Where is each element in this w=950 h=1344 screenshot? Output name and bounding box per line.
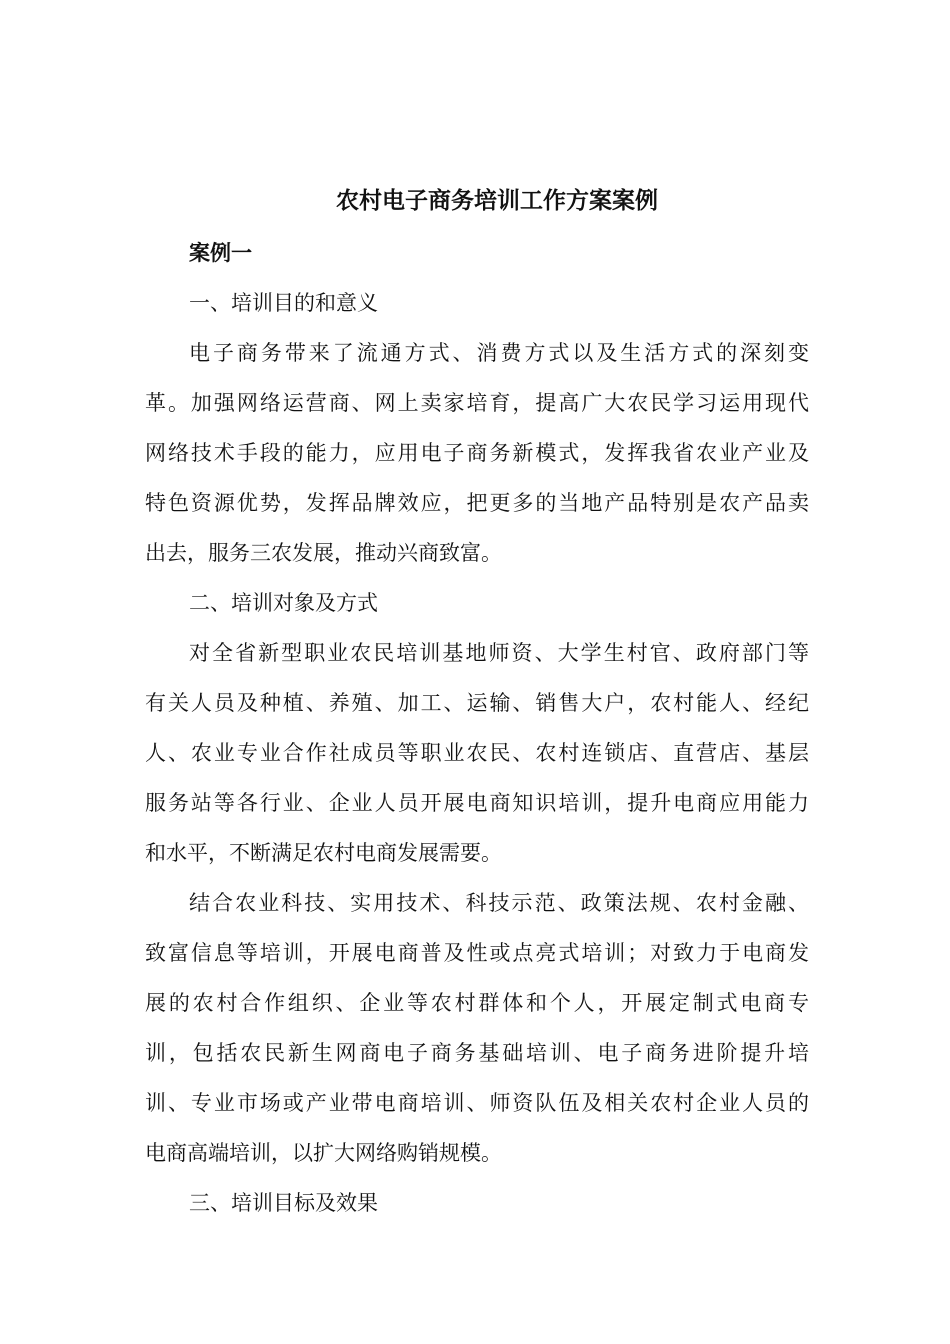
paragraph-line: 结合农业科技、实用技术、科技示范、政策法规、农村金融、 — [189, 891, 809, 915]
section-heading-1: 一、培训目的和意义 — [189, 291, 378, 315]
section-heading-2: 二、培训对象及方式 — [189, 591, 378, 615]
paragraph-line: 服务站等各行业、企业人员开展电商知识培训，提升电商应用能力 — [145, 791, 809, 815]
paragraph-line: 展的农村合作组织、企业等农村群体和个人，开展定制式电商专 — [145, 991, 809, 1015]
case-heading: 案例一 — [189, 240, 252, 265]
paragraph-line: 电商高端培训，以扩大网络购销规模。 — [145, 1141, 502, 1165]
paragraph-line: 有关人员及种植、养殖、加工、运输、销售大户，农村能人、经纪 — [145, 691, 809, 715]
paragraph-purpose — [145, 328, 809, 578]
document-title: 农村电子商务培训工作方案案例 — [336, 187, 658, 214]
document-body — [145, 178, 809, 1228]
paragraph-line: 对全省新型职业农民培训基地师资、大学生村官、政府部门等 — [189, 641, 809, 665]
paragraph-line: 和水平，不断满足农村电商发展需要。 — [145, 841, 502, 865]
paragraph-line: 革。加强网络运营商、网上卖家培育，提高广大农民学习运用现代 — [145, 391, 809, 415]
paragraph-line: 致富信息等培训，开展电商普及性或点亮式培训；对致力于电商发 — [145, 941, 809, 965]
paragraph-line: 人、农业专业合作社成员等职业农民、农村连锁店、直营店、基层 — [145, 741, 809, 765]
paragraph-methods — [145, 878, 809, 1178]
section-heading-3: 三、培训目标及效果 — [189, 1191, 378, 1215]
paragraph-line: 电子商务带来了流通方式、消费方式以及生活方式的深刻变 — [189, 341, 809, 365]
paragraph-line: 训、专业市场或产业带电商培训、师资队伍及相关农村企业人员的 — [145, 1091, 809, 1115]
paragraph-audience — [145, 628, 809, 878]
paragraph-line: 训，包括农民新生网商电子商务基础培训、电子商务进阶提升培 — [145, 1041, 809, 1065]
paragraph-line: 出去，服务三农发展，推动兴商致富。 — [145, 541, 502, 565]
paragraph-line: 网络技术手段的能力，应用电子商务新模式，发挥我省农业产业及 — [145, 441, 809, 465]
paragraph-line: 特色资源优势，发挥品牌效应，把更多的当地产品特别是农产品卖 — [145, 491, 809, 515]
